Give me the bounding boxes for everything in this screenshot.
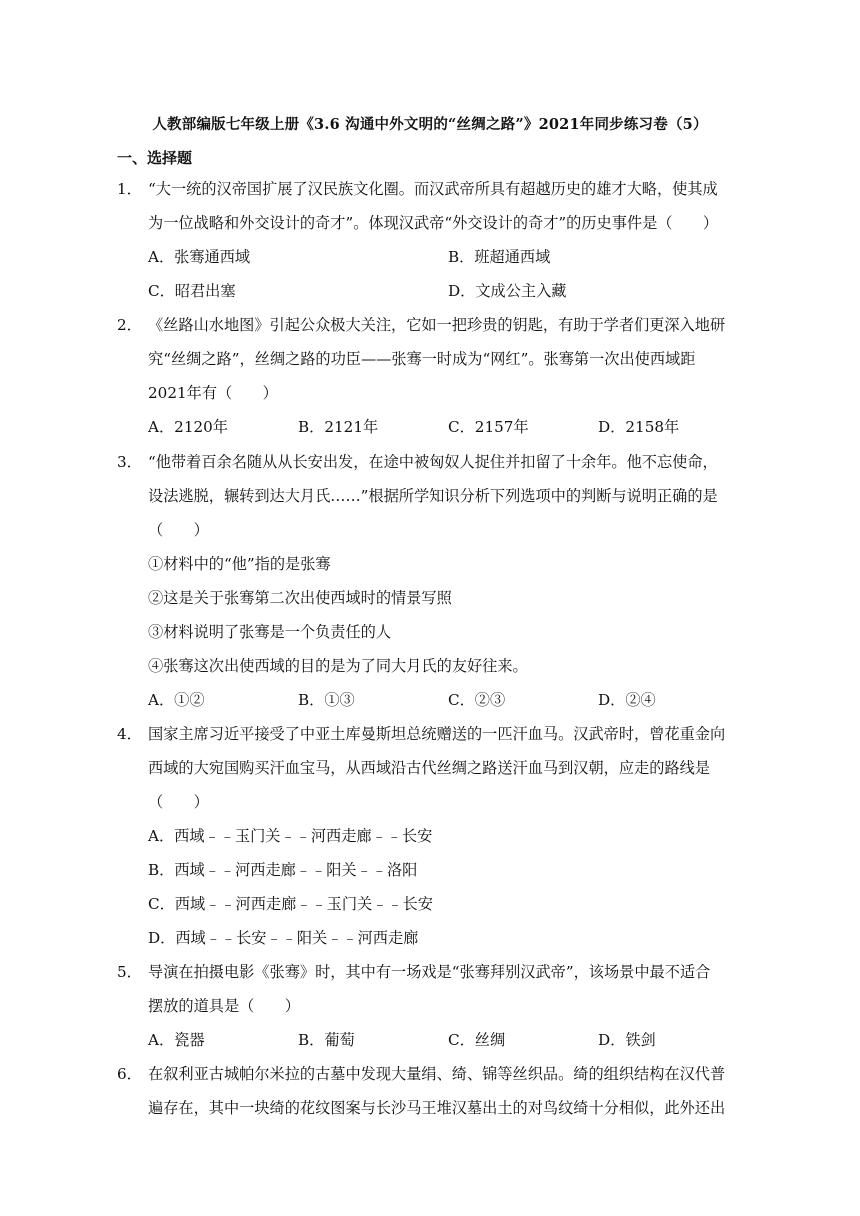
option-d[interactable]: D．铁剑: [598, 1031, 656, 1049]
question-text-line: 摆放的道具是（ ）: [148, 997, 300, 1015]
option-c[interactable]: C．丝绸: [448, 1031, 506, 1049]
question-text-line: 究“丝绸之路”，丝绸之路的功臣——张骞一时成为“网红”。张骞第一次出使西域距: [148, 350, 696, 368]
option-c[interactable]: C．②③: [448, 691, 506, 709]
option-a[interactable]: A．瓷器: [148, 1031, 205, 1049]
question-number: 2．: [117, 316, 142, 334]
question-text-line: 西域的大宛国购买汗血宝马，从西域沿古代丝绸之路送汗血马到汉朝，应走的路线是: [148, 759, 710, 777]
option-a[interactable]: A．西域﹣﹣玉门关﹣﹣河西走廊﹣﹣长安: [148, 827, 433, 845]
option-b[interactable]: B．西域﹣﹣河西走廊﹣﹣阳关﹣﹣洛阳: [148, 861, 418, 879]
statement-3: ③材料说明了张骞是一个负责任的人: [148, 623, 391, 641]
question-text-line: 在叙利亚古城帕尔米拉的古墓中发现大量绢、绮、锦等丝织品。绮的组织结构在汉代普: [148, 1065, 726, 1083]
question-text-line: （ ）: [148, 521, 209, 539]
option-d[interactable]: D．文成公主入藏: [448, 282, 567, 300]
question-number: 4．: [117, 725, 142, 743]
question-text-line: 2021年有（ ）: [148, 384, 278, 402]
page-title: 人教部编版七年级上册《3.6 沟通中外文明的“丝绸之路”》2021年同步练习卷（5）: [152, 116, 708, 133]
question-text-line: 《丝路山水地图》引起公众极大关注，它如一把珍贵的钥匙，有助于学者们更深入地研: [148, 316, 726, 334]
statement-4: ④张骞这次出使西域的目的是为了同大月氏的友好往来。: [148, 657, 528, 675]
statement-2: ②这是关于张骞第二次出使西域时的情景写照: [148, 589, 452, 607]
option-c[interactable]: C．2157年: [448, 418, 529, 436]
option-b[interactable]: B．2121年: [298, 418, 379, 436]
option-b[interactable]: B．葡萄: [298, 1031, 355, 1049]
question-number: 5．: [117, 963, 142, 981]
question-text-line: “他带着百余名随从从长安出发，在途中被匈奴人捉住并扣留了十余年。他不忘使命，: [148, 453, 718, 471]
question-text-line: 设法逃脱，辗转到达大月氏……”根据所学知识分析下列选项中的判断与说明正确的是: [148, 487, 718, 505]
option-c[interactable]: C．西域﹣﹣河西走廊﹣﹣玉门关﹣﹣长安: [148, 895, 433, 913]
question-text-line: 导演在拍摄电影《张骞》时，其中有一场戏是“张骞拜别汉武帝”，该场景中最不适合: [148, 963, 711, 981]
option-d[interactable]: D．西域﹣﹣长安﹣﹣阳关﹣﹣河西走廊: [148, 929, 419, 947]
section-heading: 一、选择题: [117, 149, 193, 167]
question-text-line: 为一位战略和外交设计的奇才”。体现汉武帝“外交设计的奇才”的历史事件是（ ）: [148, 214, 719, 232]
question-text-line: 国家主席习近平接受了中亚土库曼斯坦总统赠送的一匹汗血马。汉武帝时，曾花重金向: [148, 725, 726, 743]
option-b[interactable]: B．班超通西域: [448, 248, 551, 266]
option-c[interactable]: C．昭君出塞: [148, 282, 236, 300]
question-text-line: 遍存在，其中一块绮的花纹图案与长沙马王堆汉墓出土的对鸟纹绮十分相似，此外还出: [148, 1099, 726, 1117]
option-b[interactable]: B．①③: [298, 691, 355, 709]
option-d[interactable]: D．②④: [598, 691, 656, 709]
question-number: 1．: [117, 180, 142, 198]
statement-1: ①材料中的“他”指的是张骞: [148, 555, 331, 573]
question-text-line: （ ）: [148, 793, 209, 811]
question-text-line: “大一统的汉帝国扩展了汉民族文化圈。而汉武帝所具有超越历史的雄才大略，使其成: [148, 180, 718, 198]
question-number: 6．: [117, 1065, 142, 1083]
option-a[interactable]: A．张骞通西域: [148, 248, 251, 266]
option-d[interactable]: D．2158年: [598, 418, 680, 436]
option-a[interactable]: A．①②: [148, 691, 205, 709]
option-a[interactable]: A．2120年: [148, 418, 228, 436]
question-number: 3．: [117, 453, 142, 471]
